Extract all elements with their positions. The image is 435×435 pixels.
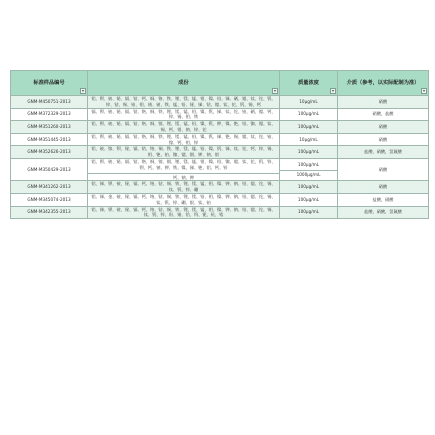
cell-code[interactable]: GNM-M372329-2013 (11, 108, 88, 121)
cell-code[interactable]: GNM-M450751-2013 (11, 96, 88, 109)
cell-medium[interactable]: 硝酸 (338, 158, 429, 180)
column-header-components-label: 成份 (178, 79, 189, 86)
column-header-medium-label: 介质（参考，以实际配制为准） (346, 79, 420, 86)
table-row (11, 158, 429, 180)
header-row (11, 71, 429, 96)
column-header-components[interactable] (88, 71, 280, 96)
table-row (11, 108, 429, 121)
cell-code[interactable]: GNM-M345074-2013 (11, 193, 88, 206)
column-header-concentration-label: 质量浓度 (298, 79, 319, 86)
table-row (11, 96, 429, 109)
cell-medium[interactable]: 硝酸 (338, 133, 429, 146)
filter-dropdown-icon[interactable] (80, 88, 86, 94)
filter-dropdown-icon[interactable] (272, 88, 278, 94)
cell-components[interactable]: 铝、钡、铍、铋、镉、钴、铬、铜、镓、锂、镁、锰、铅、镍、钒、钾、镍、铯、铅、铷、锶、钛、锡、钙、钼、钠、锌、铊 (88, 121, 280, 134)
cell-medium[interactable]: 硝酸 (338, 121, 429, 134)
column-header-code[interactable] (11, 71, 88, 96)
cell-concentration-main: 100μg/mL (297, 161, 320, 167)
cell-medium[interactable]: 盐酸，硝酸，氢氟酸 (338, 146, 429, 159)
column-header-code-label: 标准样品编号 (33, 79, 65, 86)
cell-components[interactable]: 铝、锑、钡、铍、铋、镉、钙、铬、钴、铜、铁、锂、镁、锰、钼、镍、钾、钠、铅、锶、铊、锡、钛、钒、锌、钽、锗、铪、钨、铌、钪、锆 (88, 206, 280, 219)
cell-code[interactable]: GNM-M352626-2013 (11, 146, 88, 159)
cell-code[interactable]: GNM-M351445-2013 (11, 133, 88, 146)
cell-code[interactable]: GNM-M351260-2013 (11, 121, 88, 134)
cell-concentration[interactable]: 10μg/mL (280, 96, 338, 109)
cell-concentration[interactable]: 10μg/mL (280, 133, 338, 146)
standard-samples-table (10, 70, 429, 219)
column-header-medium[interactable] (338, 71, 429, 96)
table-row (11, 121, 429, 134)
cell-components-main: 铝、钡、铍、铋、镉、钴、铬、铜、镓、铟、锂、镁、锰、钼、镍、铅、铷、锶、钛、铊、钒、锌、钡、钙、钠、钾、铁、镍、锑、铯、铝、钙、锌 (91, 158, 276, 170)
cell-components[interactable]: 铝、铍、镓、钡、铋、镉、钴、铬、铜、铁、锂、镁、锰、铅、镍、钒、锑、钛、铊、钙、锌、锡、钼、铯、铂、铷、锶、铟、钾、钠、银 (88, 146, 280, 159)
cell-code[interactable]: GNM-M341262-2013 (11, 181, 88, 194)
cell-components[interactable]: 铝、钡、铍、铋、镉、钴、铬、铜、铁、锂、镁、锰、铅、镍、钒、锑、铯、锡、锶、钛、铊、铂、镓、钙、钼、锌 (88, 133, 280, 146)
cell-medium[interactable]: 盐酸，硝酸 (338, 193, 429, 206)
filter-dropdown-icon[interactable] (421, 88, 427, 94)
table-row (11, 146, 429, 159)
column-header-concentration[interactable] (280, 71, 338, 96)
cell-concentration[interactable]: 100μg/mL (280, 108, 338, 121)
cell-medium[interactable]: 硝酸 (338, 96, 429, 109)
table-row (11, 206, 429, 219)
cell-code[interactable]: GNM-M342355-2013 (11, 206, 88, 219)
cell-components-sub: 钙、钠、钾 (88, 173, 279, 181)
cell-concentration[interactable]: 100μg/mL (280, 193, 338, 206)
cell-medium[interactable]: 硝酸，盐酸 (338, 108, 429, 121)
cell-medium[interactable]: 硝酸 (338, 181, 429, 194)
cell-components[interactable]: 铝、钡、铍、铋、镉、钴、钙、铜、铬、铁、锂、镁、锰、钼、镍、铅、锑、硒、锶、钛、铊、钒、锌、钴、锡、铂、钼、锗、铍、铁、锰、铅、铋、锑、钴、锶、钛、铊、钒、锡、钙 (88, 96, 280, 109)
cell-components[interactable]: 铝、锑、金、铍、铋、镉、钙、铬、钴、铜、铁、锂、镁、铅、钼、镍、钾、钠、铅、锶、铊、锡、钛、钒、锌、硼、银、钛、铂 (88, 193, 280, 206)
cell-concentration[interactable]: 100μg/mL (280, 206, 338, 219)
cell-concentration[interactable]: 100μg/mL (280, 181, 338, 194)
spreadsheet (10, 70, 428, 219)
cell-code[interactable]: GNM-M350429-2013 (11, 158, 88, 180)
cell-components[interactable]: 铝、锑、钡、铍、铋、镉、钙、铬、钴、铜、铁、锂、镁、锰、钼、镍、钾、钠、铅、锶、铊、锡、钛、钒、锌、硼 (88, 181, 280, 194)
filter-dropdown-icon[interactable] (330, 88, 336, 94)
cell-components[interactable]: 镉、钡、铍、铋、镉、钴、铬、铜、铁、锂、镁、锰、铅、镍、钒、锑、钛、铊、铂、硒、锶、钙、锌、锡、钼、铁 (88, 108, 280, 121)
cell-concentration[interactable] (280, 158, 338, 180)
cell-components[interactable] (88, 158, 280, 180)
cell-medium[interactable]: 盐酸，硝酸，氢氟酸 (338, 206, 429, 219)
cell-concentration-sub: 1000μg/mL (280, 170, 337, 178)
cell-concentration[interactable]: 100μg/mL (280, 146, 338, 159)
table-row (11, 133, 429, 146)
table-row (11, 193, 429, 206)
cell-concentration[interactable]: 100μg/mL (280, 121, 338, 134)
table-row (11, 181, 429, 194)
